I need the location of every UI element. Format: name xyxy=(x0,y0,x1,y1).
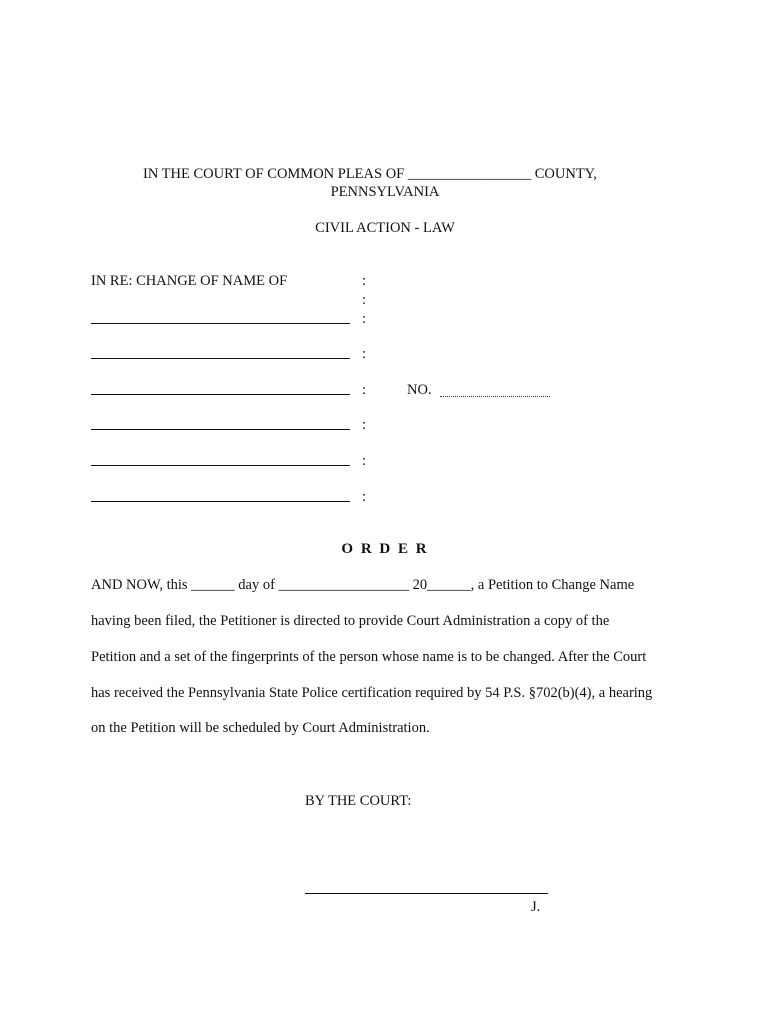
order-text-line: having been filed, the Petitioner is directed to provide Court Administration a copy of the xyxy=(91,613,610,629)
name-blank-line[interactable] xyxy=(91,501,350,502)
order-text-line: on the Petition will be scheduled by Court Administration. xyxy=(91,720,430,736)
judge-suffix: J. xyxy=(531,899,541,915)
by-the-court-label: BY THE COURT: xyxy=(305,793,412,809)
caption-colon: : xyxy=(362,273,367,289)
docket-number-label: NO. xyxy=(407,382,432,398)
name-blank-line[interactable] xyxy=(91,323,350,324)
court-heading-line-2: PENNSYLVANIA xyxy=(330,184,440,200)
name-blank-line[interactable] xyxy=(91,394,350,395)
docket-number-field[interactable] xyxy=(440,396,550,397)
name-blank-line[interactable] xyxy=(91,429,350,430)
caption-colon: : xyxy=(362,292,367,308)
order-text-line: Petition and a set of the fingerprints of the person whose name is to be changed. After the Court xyxy=(91,649,647,665)
order-text-line: AND NOW, this ______ day of __________________ 20______, a Petition to Change Name xyxy=(91,577,635,593)
caption-colon: : xyxy=(362,417,367,433)
caption-colon: : xyxy=(362,489,367,505)
order-title: O R D E R xyxy=(341,541,429,557)
court-heading-line-1: IN THE COURT OF COMMON PLEAS OF _________________ COUNTY, xyxy=(143,166,597,182)
name-blank-line[interactable] xyxy=(91,358,350,359)
name-blank-line[interactable] xyxy=(91,465,350,466)
caption-colon: : xyxy=(362,346,367,362)
caption-colon: : xyxy=(362,382,367,398)
in-re-label: IN RE: CHANGE OF NAME OF xyxy=(91,273,288,289)
caption-colon: : xyxy=(362,453,367,469)
civil-action-heading: CIVIL ACTION - LAW xyxy=(315,220,455,236)
caption-colon: : xyxy=(362,311,367,327)
judge-signature-line[interactable] xyxy=(305,893,548,894)
order-text-line: has received the Pennsylvania State Police certification required by 54 P.S. §702(b)(4), a hearing xyxy=(91,685,653,701)
